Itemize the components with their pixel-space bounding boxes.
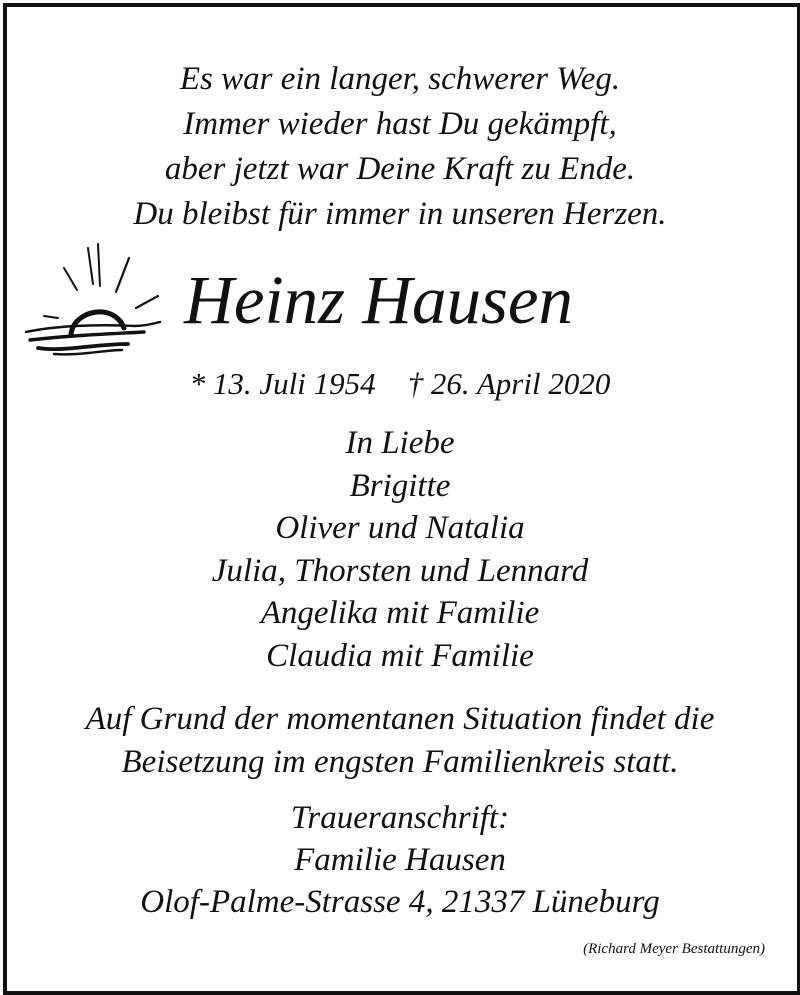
birth-date: * 13. Juli 1954 (189, 366, 376, 401)
verse-line: Du bleibst für immer in unseren Herzen. (133, 196, 667, 232)
mourners-list (0, 422, 800, 677)
address-line: Olof-Palme-Strasse 4, 21337 Lüneburg (140, 884, 660, 920)
mourners-line: In Liebe (345, 425, 455, 461)
notice-line: Auf Grund der momentanen Situation findet die (85, 701, 715, 737)
mourners-line: Oliver und Natalia (275, 510, 525, 546)
notice-line: Beisetzung im engsten Familienkreis statt. (121, 744, 679, 780)
verse-line: aber jetzt war Deine Kraft zu Ende. (164, 151, 636, 187)
address-line: Traueranschrift: (290, 800, 510, 836)
verse-line: Es war ein langer, schwerer Weg. (179, 61, 621, 97)
undertaker-credit: (Richard Meyer Bestattungen) (583, 941, 765, 957)
mourning-address (0, 797, 800, 923)
verse-line: Immer wieder hast Du gekämpft, (183, 106, 617, 142)
memorial-verse (0, 57, 800, 237)
deceased-name: Heinz Hausen (184, 262, 574, 338)
mourners-line: Claudia mit Familie (266, 637, 534, 674)
mourners-line: Julia, Thorsten und Lennard (211, 552, 589, 589)
address-line: Familie Hausen (294, 842, 506, 878)
mourners-line: Brigitte (349, 467, 451, 504)
funeral-notice (0, 698, 800, 784)
mourners-line: Angelika mit Familie (260, 595, 540, 631)
sunrise-icon (24, 240, 164, 360)
life-dates (0, 364, 800, 404)
death-date: † 26. April 2020 (407, 366, 611, 401)
